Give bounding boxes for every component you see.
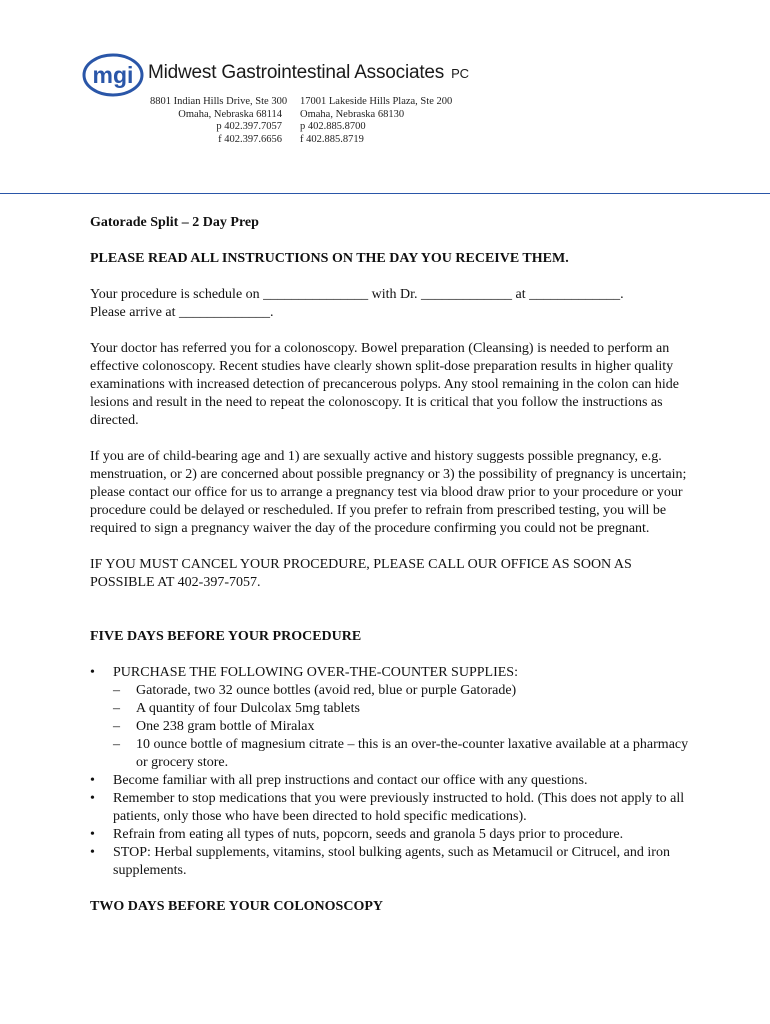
list-item bbox=[90, 664, 690, 772]
two-days-heading: TWO DAYS BEFORE YOUR COLONOSCOPY bbox=[90, 899, 384, 914]
address-line: 8801 Indian Hills Drive, Ste 300 bbox=[150, 96, 288, 107]
document-body bbox=[90, 214, 690, 934]
five-days-list bbox=[90, 664, 690, 880]
address-line: Omaha, Nebraska 68130 bbox=[300, 108, 405, 120]
logo-text: mgi bbox=[92, 62, 134, 88]
supplies-list bbox=[113, 682, 690, 772]
address-left bbox=[150, 96, 288, 146]
purchase-label: PURCHASE THE FOLLOWING OVER-THE-COUNTER SUPPLIES: bbox=[113, 665, 518, 680]
document-title: Gatorade Split – 2 Day Prep bbox=[90, 215, 259, 230]
address-right bbox=[300, 96, 452, 146]
list-item: • Become familiar with all prep instructions and contact our office with any questions. bbox=[90, 772, 690, 790]
schedule-block bbox=[90, 286, 690, 322]
intro-paragraph: Your doctor has referred you for a colonoscopy. Bowel preparation (Cleansing) is needed to perform an effective colonoscopy. Recent studies have clearly shown split-dose preparation results in higher quality examinations with increased detection of precancerous polyps. Any stool remaining in the colon can hide lesions and result in the need to repeat the colonoscopy. It is critical that you follow the instructions as directed. bbox=[90, 341, 679, 428]
list-item: • Remember to stop medications that you were previously instructed to hold. (This does not apply to all patients, only those who have been directed to hold specific medications). bbox=[90, 790, 690, 826]
read-notice: PLEASE READ ALL INSTRUCTIONS ON THE DAY YOU RECEIVE THEM. bbox=[90, 251, 569, 266]
letterhead bbox=[0, 0, 770, 200]
fax-line: f 402.397.6656 bbox=[218, 133, 282, 145]
supply-item: – Gatorade, two 32 ounce bottles (avoid red, blue or purple Gatorade) bbox=[113, 682, 690, 700]
fax-line: f 402.885.8719 bbox=[300, 133, 364, 145]
mgi-logo bbox=[82, 52, 144, 98]
phone-line: p 402.397.7057 bbox=[216, 121, 282, 132]
list-item: • STOP: Herbal supplements, vitamins, stool bulking agents, such as Metamucil or Citrucel, and iron supplements. bbox=[90, 844, 690, 880]
supply-item: – One 238 gram bottle of Miralax bbox=[113, 718, 690, 736]
list-item: • Refrain from eating all types of nuts, popcorn, seeds and granola 5 days prior to procedure. bbox=[90, 826, 690, 844]
schedule-line: Your procedure is schedule on _______________ with Dr. _____________ at _____________. bbox=[90, 287, 624, 302]
pregnancy-paragraph: If you are of child-bearing age and 1) are sexually active and history suggests possible pregnancy, e.g. menstruation, or 2) are concerned about possible pregnancy or 3) the possibility of pregnancy is uncertain; please contact our office for us to arrange a pregnancy test via blood draw prior to your procedure or your procedure could be delayed or rescheduled. If you prefer to refrain from prescribed testing, you will be required to sign a pregnancy waiver the day of the procedure confirming you could not be pregnant. bbox=[90, 449, 687, 536]
company-suffix: PC bbox=[451, 66, 469, 81]
phone-line: p 402.885.8700 bbox=[300, 121, 366, 132]
company-name: Midwest Gastrointestinal Associates PC bbox=[148, 62, 469, 83]
address-line: 17001 Lakeside Hills Plaza, Ste 200 bbox=[300, 96, 453, 107]
supply-item: – A quantity of four Dulcolax 5mg tablets bbox=[113, 700, 690, 718]
address-line: Omaha, Nebraska 68114 bbox=[178, 108, 282, 120]
arrive-line: Please arrive at _____________. bbox=[90, 305, 274, 320]
cancel-notice: IF YOU MUST CANCEL YOUR PROCEDURE, PLEASE CALL OUR OFFICE AS SOON AS POSSIBLE AT 402-397-7057. bbox=[90, 557, 632, 590]
supply-item: – 10 ounce bottle of magnesium citrate – this is an over-the-counter laxative available at a pharmacy or grocery store. bbox=[113, 736, 690, 772]
header-divider bbox=[0, 193, 770, 194]
five-days-heading: FIVE DAYS BEFORE YOUR PROCEDURE bbox=[90, 629, 362, 644]
